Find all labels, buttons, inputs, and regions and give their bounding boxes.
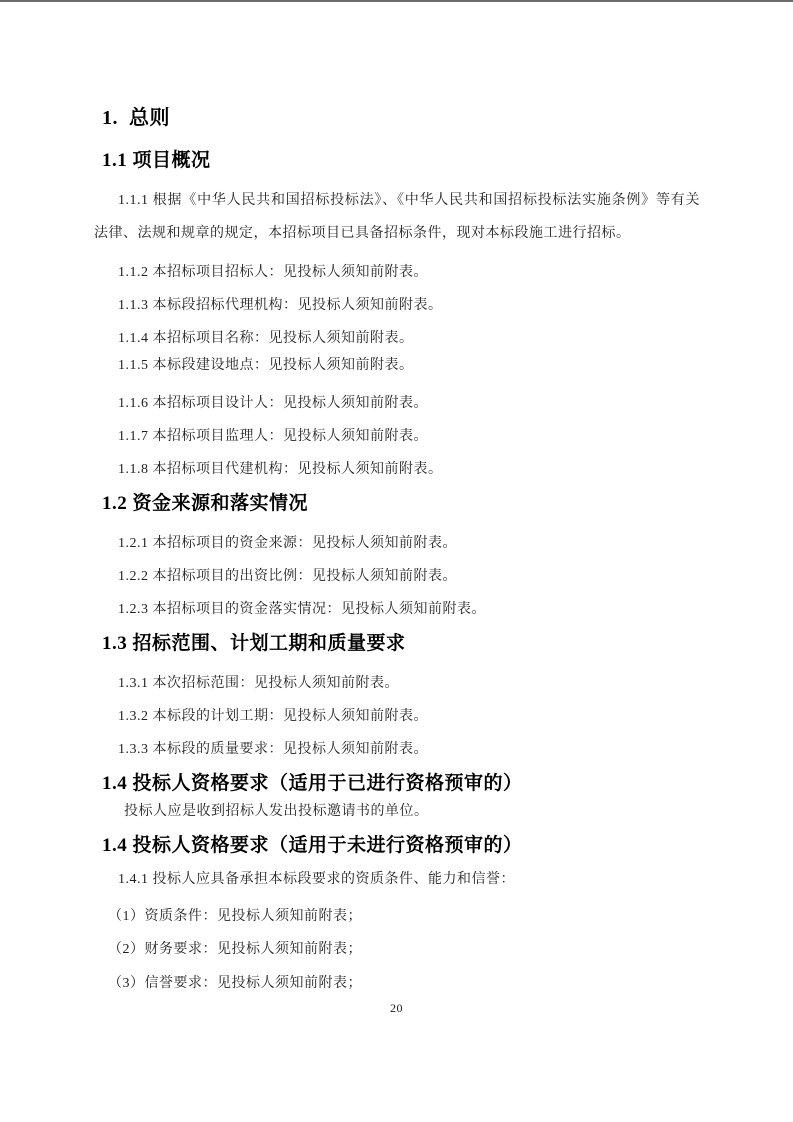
list-item-reputation: （3）信誉要求：见投标人须知前附表； bbox=[108, 976, 362, 991]
para-1-4-pre-note: 投标人应是收到招标人发出投标邀请书的单位。 bbox=[124, 804, 429, 819]
para-1-3-3: 1.3.3 本标段的质量要求：见投标人须知前附表。 bbox=[118, 742, 428, 757]
heading-1-3-scope-schedule-quality: 1.3 招标范围、计划工期和质量要求 bbox=[102, 633, 406, 654]
list-item-financial: （2）财务要求：见投标人须知前附表； bbox=[108, 942, 362, 957]
para-1-1-4: 1.1.4 本招标项目名称：见投标人须知前附表。 bbox=[118, 331, 414, 346]
para-1-1-2: 1.1.2 本招标项目招标人：见投标人须知前附表。 bbox=[118, 265, 428, 280]
heading-1-1-project-overview: 1.1 项目概况 bbox=[102, 150, 211, 171]
list-item-qualification: （1）资质条件：见投标人须知前附表； bbox=[108, 909, 362, 924]
para-1-2-2: 1.2.2 本招标项目的出资比例：见投标人须知前附表。 bbox=[118, 569, 457, 584]
document-content bbox=[94, 103, 700, 1000]
heading-1-general: 1. 总则 bbox=[102, 107, 170, 129]
para-1-3-1: 1.3.1 本次招标范围：见投标人须知前附表。 bbox=[118, 676, 399, 691]
heading-1-4-qualification-not-prequalified: 1.4 投标人资格要求（适用于未进行资格预审的） bbox=[102, 835, 523, 856]
scan-artifact-line bbox=[0, 0, 793, 2]
para-1-1-1: 1.1.1 根据《中华人民共和国招标投标法》、《中华人民共和国招标投标法实施条例》等有关法律、法规和规章的规定，本招标项目已具备招标条件，现对本标段施工进行招标。 bbox=[94, 193, 700, 241]
para-1-2-3: 1.2.3 本招标项目的资金落实情况：见投标人须知前附表。 bbox=[118, 602, 486, 617]
para-1-4-1: 1.4.1 投标人应具备承担本标段要求的资质条件、能力和信誉： bbox=[118, 872, 515, 887]
page-number: 20 bbox=[390, 1001, 403, 1015]
heading-1-2-funding: 1.2 资金来源和落实情况 bbox=[102, 493, 309, 514]
heading-1-4-qualification-prequalified: 1.4 投标人资格要求（适用于已进行资格预审的） bbox=[102, 773, 523, 794]
para-1-2-1: 1.2.1 本招标项目的资金来源：见投标人须知前附表。 bbox=[118, 536, 457, 551]
para-1-1-6: 1.1.6 本招标项目设计人：见投标人须知前附表。 bbox=[118, 396, 428, 411]
para-1-1-8: 1.1.8 本招标项目代建机构：见投标人须知前附表。 bbox=[118, 462, 443, 477]
para-1-3-2: 1.3.2 本标段的计划工期：见投标人须知前附表。 bbox=[118, 709, 428, 724]
para-1-1-7: 1.1.7 本招标项目监理人：见投标人须知前附表。 bbox=[118, 429, 428, 444]
para-1-1-5: 1.1.5 本标段建设地点：见投标人须知前附表。 bbox=[118, 358, 414, 373]
para-1-1-3: 1.1.3 本标段招标代理机构：见投标人须知前附表。 bbox=[118, 298, 443, 313]
